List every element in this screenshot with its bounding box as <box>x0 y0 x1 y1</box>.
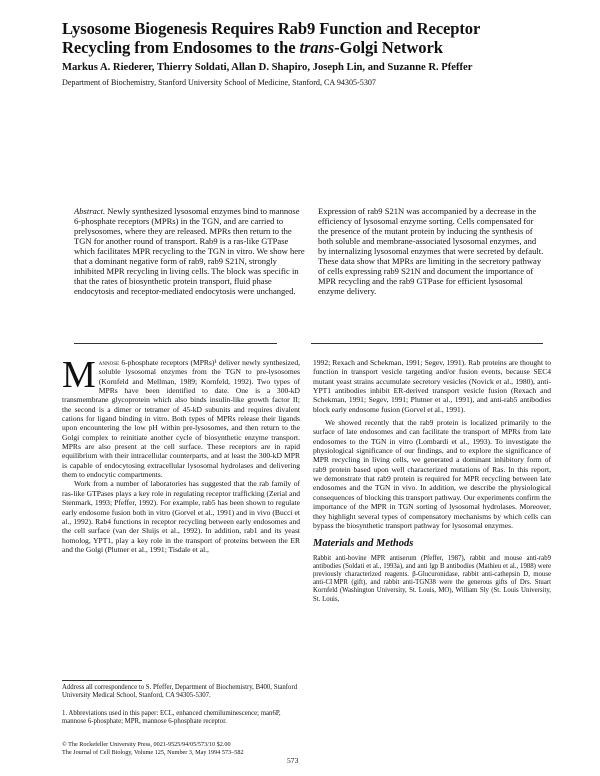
body-column-left <box>62 354 300 554</box>
author-list: Markus A. Riederer, Thierry Soldati, Allan D. Shapiro, Joseph Lin, and Suzanne R. Pfeffer <box>62 62 473 73</box>
methods-paragraph: Rabbit anti-bovine MPR antiserum (Pfeffer, 1987), rabbit and mouse anti-rab9 antibodies (Soldati et al., 1993a), and anti lgp B antibodies (Mathieu et al., 1988) were previously characterized reagents. β-Glucuronidase, rabbit anti-cathepsin D, mouse anti-CI MPR (gift), and rabbit anti-TGN38 were the generous gifts of Drs. Stuart Kornfeld (Washington University, St. Louis, MO), William Sly (St. Louis University, St. Louis, <box>313 554 551 603</box>
intro-paragraph-1 <box>62 354 300 480</box>
title-italic-trans: trans <box>299 38 335 57</box>
title-line-1: Lysosome Biogenesis Requires Rab9 Function and Receptor <box>62 19 481 38</box>
title-line-2-end: -Golgi Network <box>334 38 443 57</box>
footnote-abbreviations: 1. Abbreviations used in this paper: ECL, enhanced chemiluminescence; man6P, mannose 6-phosphate; MPR, mannose 6-phosphate receptor. <box>62 710 281 726</box>
section-divider-left <box>74 343 277 344</box>
title-line-2-start: Recycling from Endosomes to the <box>62 38 300 57</box>
intro-paragraph-2: Work from a number of laboratories has suggested that the rab family of ras-like GTPases plays a key role in regulating receptor trafficking (Zerial and Stenmark, 1993; Pfeffer, 1992). For example, rab5 has been shown to regulate early endosome fusion both in vitro (Gorvel et al., 1991) and in vivo (Bucci et al., 1992). Rab4 functions in receptor recycling between early endosomes and the cell surface (van der Sluijs et al., 1992). In addition, rab1 and its yeast homolog, YPT1, play a key role in the transport of proteins between the ER and the Golgi (Plutner et al., 1991; Tisdale et al., <box>62 479 300 554</box>
abstract-right: Expression of rab9 S21N was accompanied by a decrease in the efficiency of lysosomal enzyme sorting. Cells compensated for the presence of the mutant protein by inducing the synthesis of both soluble and membrane-associated lysosomal enzymes, and by internalizing lysosomal enzymes that were secreted by default. These data show that MPRs are limiting in the secretory pathway of cells expressing rab9 S21N and document the importance of MPR recycling and the rab9 GTPase for efficient lysosomal enzyme delivery. <box>318 206 544 297</box>
copyright-line-2: The Journal of Cell Biology, Volume 125, Number 3, May 1994 573–582 <box>62 748 244 756</box>
intro-paragraph-4: We showed recently that the rab9 protein is localized primarily to the surface of late endosomes and can facilitate the transport of MPRs from late endosomes to the TGN in vitro (Lombardi et al., 1993). To investigate the physiological significance of our findings, and to explore the significance of MPR recycling in living cells, we generated a dominant inhibitory form of rab9 protein based upon well characterized mutations of Ras. In this report, we demonstrate that rab9 protein is required for MPR recycling between late endosomes and the TGN in vivo. In addition, we describe the physiological consequences of blocking this transport pathway. Our experiments confirm the importance of the MPR in TGN sorting of lysosomal hydrolases. Moreover, they highlight several types of compensatory mechanisms by which cells can bypass the biosynthetic transport pathway for lysosomal enzymes. <box>313 418 551 530</box>
section-divider-right <box>311 343 543 344</box>
intro-paragraph-3: 1992; Rexach and Schekman, 1991; Segev, 1991). Rab proteins are thought to function in transport vesicle targeting and/or fusion events, because SEC4 mutant yeast strains accumulate secretory vesicles (Novick et al., 1980), anti-YPT1 antibodies inhibit ER-derived transport vesicle fusion (Rexach and Schekman, 1991; Segev, 1991; Plutner et al., 1991), and anti-rab5 antibodies block early endosome fusion (Gorvel et al., 1991). <box>313 358 551 414</box>
abstract-left <box>74 206 305 296</box>
intro-p1-text: 6-phosphate receptors (MPRs)¹ deliver newly synthesized, soluble lysosomal enzymes from the TGN to pre-lysosomes (Kornfeld and Mellman, 1989; Kornfeld, 1992). Two types of MPRs have been identified to date. One is a 300-kD transmembrane glycoprotein which also binds insulin-like growth factor II; the second is a dimer or tetramer of 45-kD subunits and requires divalent cations for ligand binding in vitro. Both types of MPRs release their ligands upon encountering the low pH within pre-lysosomes, and then return to the Golgi complex to reinitiate another cycle of biosynthetic enzyme transport. MPRs are also present at the cell surface. These receptors are in rapid equilibrium with their intracellular counterparts, and at least the 300-kD MPR is capable of endocytosing extracellular lysosomal hydrolases and delivering them to endocytic compartments. <box>62 358 300 480</box>
footnote-divider <box>62 680 142 681</box>
footnote-address: Address all correspondence to S. Pfeffer, Department of Biochemistry, B400, Stanford University Medical School, Stanford, CA 94305-5307. <box>62 684 298 700</box>
article-title <box>62 19 562 57</box>
drop-cap: M <box>62 354 96 396</box>
body-column-right <box>313 358 551 604</box>
copyright-line-1: © The Rockefeller University Press, 0021-9525/94/05/573/10 $2.00 <box>62 741 231 748</box>
page-number: 573 <box>287 756 299 765</box>
affiliation: Department of Biochemistry, Stanford University School of Medicine, Stanford, CA 94305-5307 <box>62 78 376 87</box>
abstract-label: Abstract. <box>74 206 106 216</box>
first-word-rest: annose <box>98 358 120 367</box>
abstract-left-text: Newly synthesized lysosomal enzymes bind to mannose 6-phosphate receptors (MPRs) in the TGN, and are carried to prelysosomes, where they are released. MPRs then return to the TGN for another round of transport. Rab9 is a ras-like GTPase which facilitates MPR recycling to the TGN in vitro. We show here that a dominant negative form of rab9, rab9 S21N, strongly inhibited MPR recycling in living cells. The block was specific in that the rates of biosynthetic protein transport, fluid phase endocytosis and receptor-mediated endocytosis were unchanged. <box>74 206 305 297</box>
title-line-2 <box>62 38 562 57</box>
copyright-block <box>62 741 312 756</box>
section-heading-materials: Materials and Methods <box>313 538 414 550</box>
